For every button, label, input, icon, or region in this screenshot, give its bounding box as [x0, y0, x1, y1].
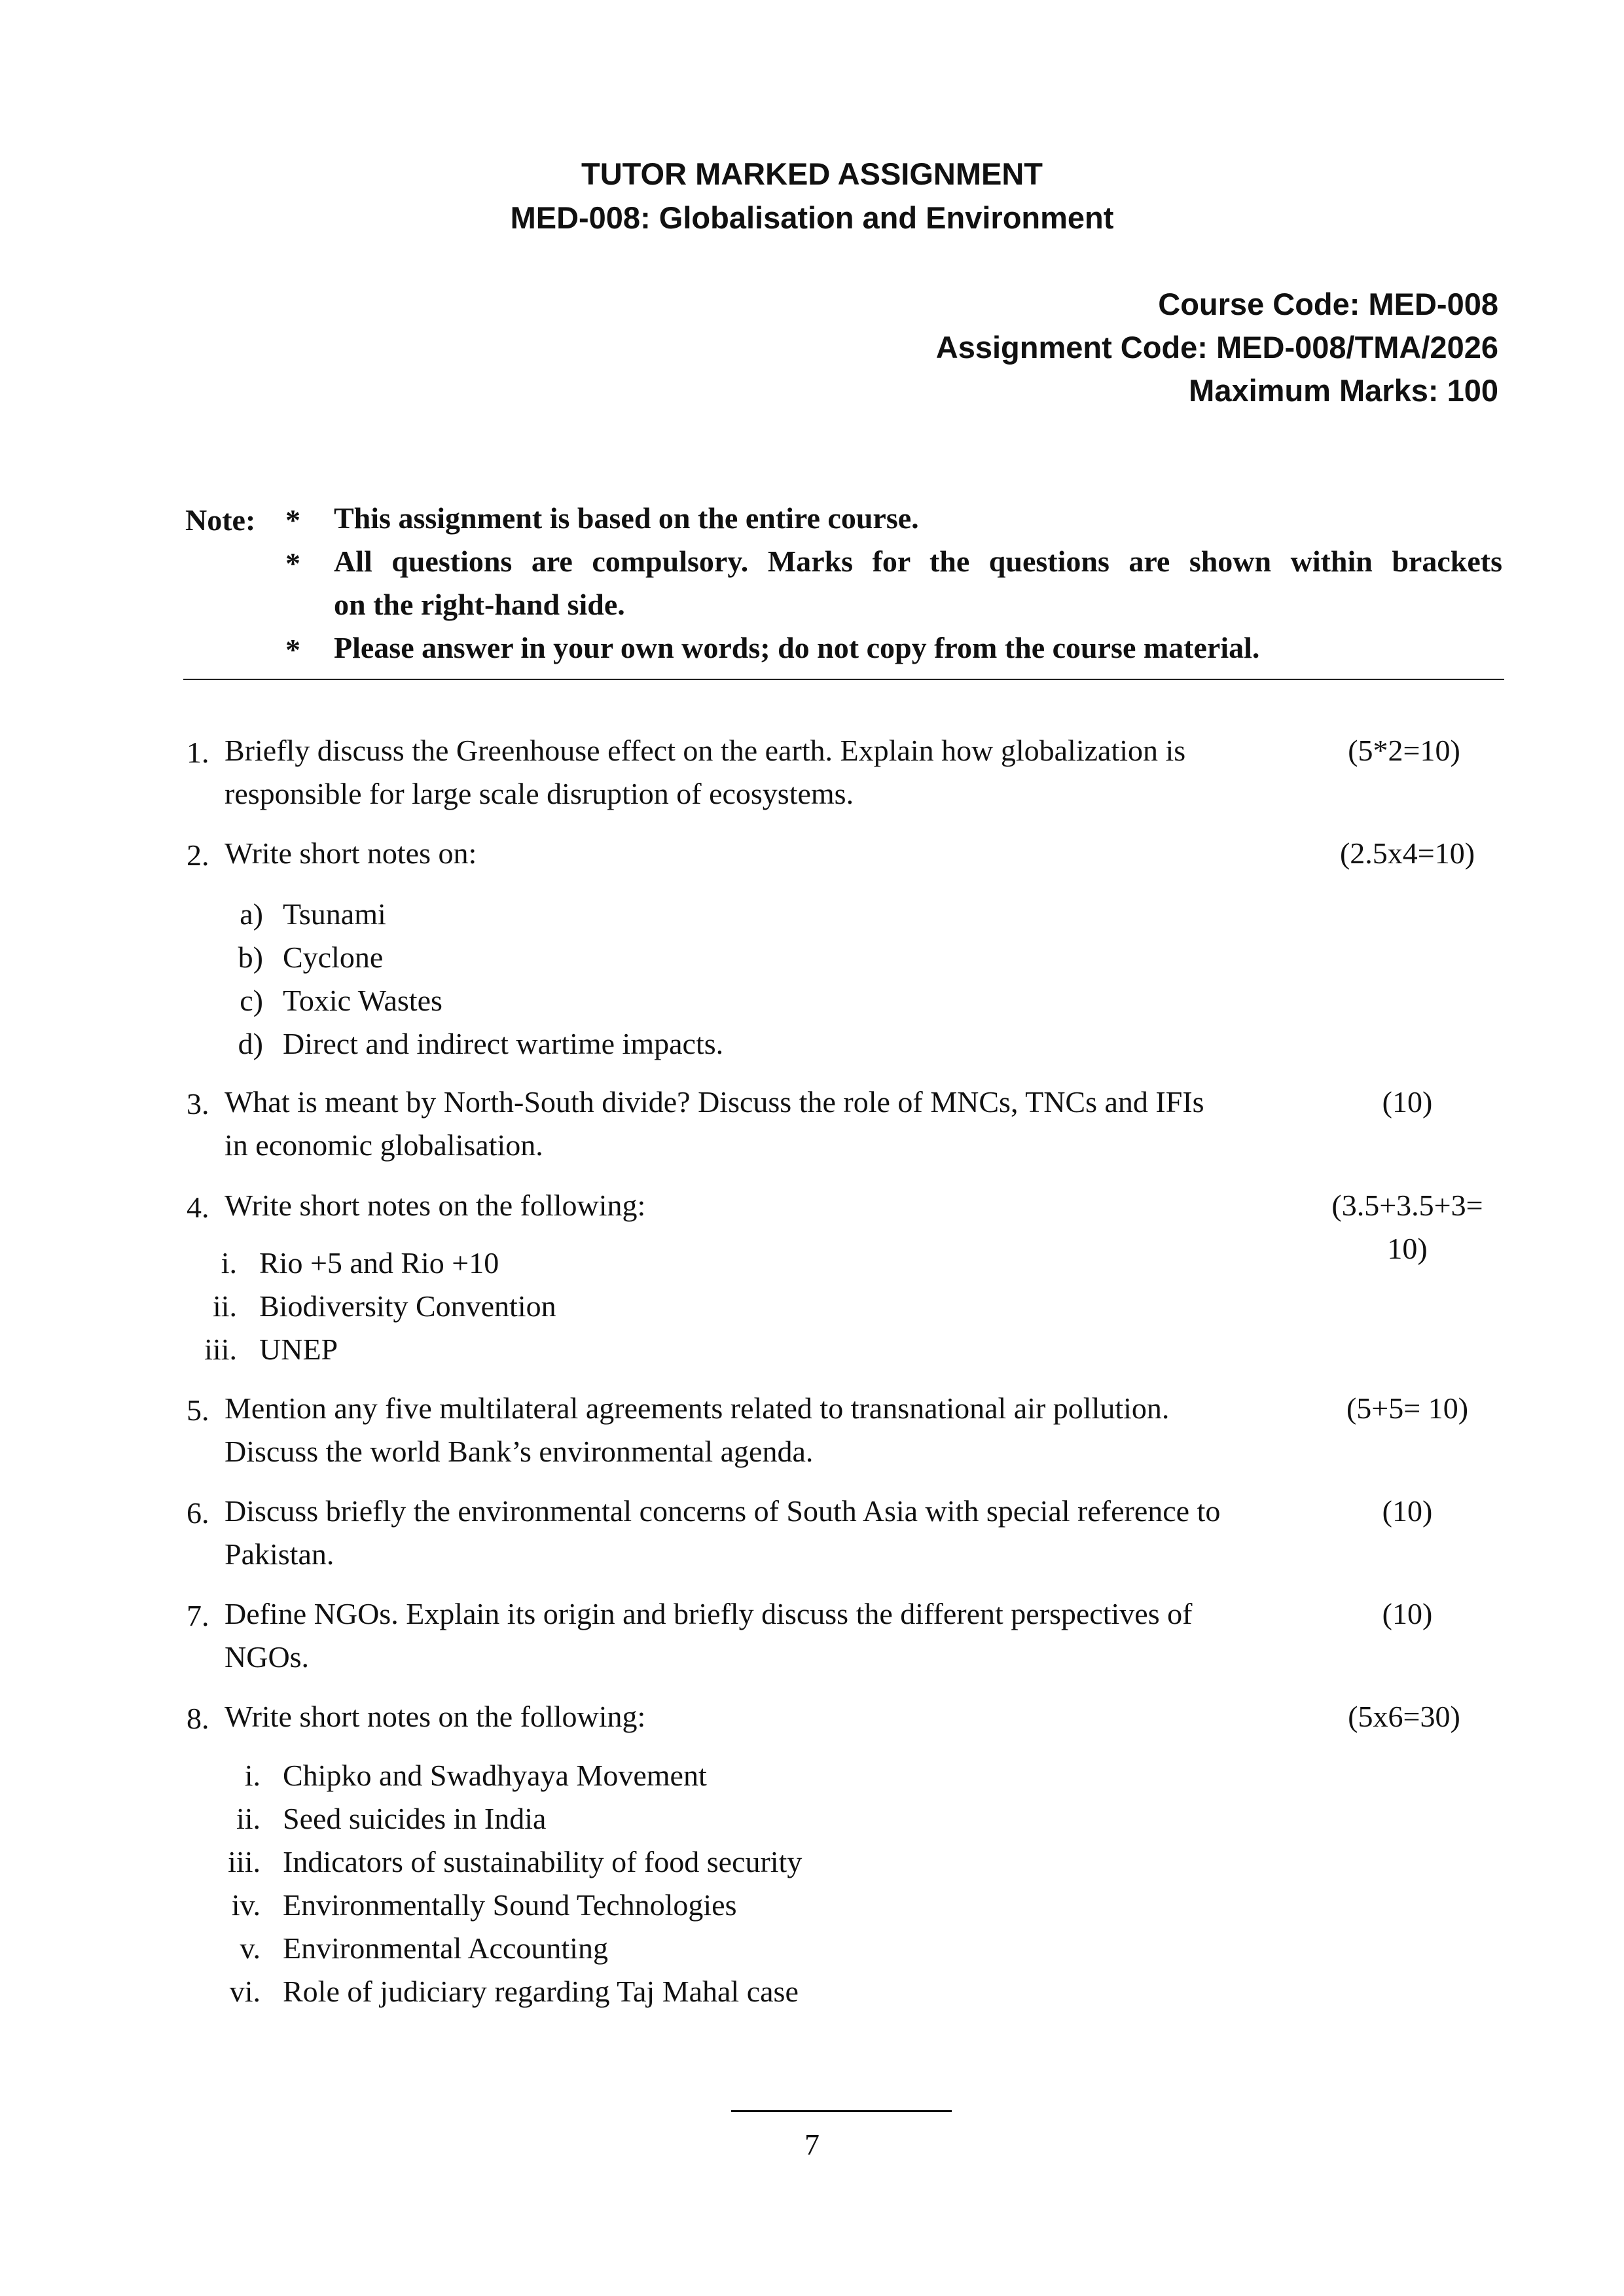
sub-item-label: iii. — [228, 1845, 261, 1878]
sub-item-text: Chipko and Swadhyaya Movement — [283, 1759, 707, 1792]
maximum-marks: Maximum Marks: 100 — [1189, 373, 1498, 408]
sub-item-label: iii. — [204, 1333, 237, 1366]
sub-item-label: vi. — [229, 1975, 261, 2008]
question-marks: (10) — [1382, 1085, 1433, 1119]
sub-item-label: b) — [238, 941, 263, 974]
page-number: 7 — [804, 2128, 820, 2161]
sub-item-label: iv. — [231, 1888, 261, 1922]
assignment-code: Assignment Code: MED-008/TMA/2026 — [935, 330, 1498, 365]
sub-item-label: c) — [240, 984, 263, 1017]
course-code: Course Code: MED-008 — [1158, 287, 1498, 321]
question-marks: (5+5= 10) — [1346, 1391, 1469, 1425]
sub-item-label: v. — [240, 1931, 261, 1965]
sub-item-text: Biodiversity Convention — [259, 1289, 556, 1323]
sub-item-label: a) — [240, 897, 263, 931]
question-marks: (5*2=10) — [1348, 734, 1460, 767]
question-marks: (2.5x4=10) — [1339, 836, 1475, 870]
sub-item-text: Seed suicides in India — [283, 1802, 547, 1835]
sub-item-text: Environmentally Sound Technologies — [283, 1888, 737, 1922]
question-number: 4. — [187, 1191, 209, 1224]
question-number: 7. — [187, 1599, 209, 1632]
note-item: All questions are compulsory. Marks for the questions are shown within brackets — [334, 545, 1502, 578]
question-marks: (5x6=30) — [1348, 1700, 1460, 1733]
sub-item-label: i. — [221, 1246, 237, 1280]
header-divider — [183, 679, 1504, 680]
question-text: Mention any five multilateral agreements related to transnational air pollution. Discuss the world Bank’s environmental agenda. — [225, 1391, 1170, 1468]
sub-item-label: ii. — [236, 1802, 261, 1835]
note-item: This assignment is based on the entire course. — [334, 501, 919, 535]
sub-item-text: Toxic Wastes — [283, 984, 442, 1017]
sub-item-text: UNEP — [259, 1333, 338, 1366]
question-text: Define NGOs. Explain its origin and briefly discuss the different perspectives of NGOs. — [225, 1597, 1193, 1674]
document-title: TUTOR MARKED ASSIGNMENT — [581, 156, 1043, 191]
question-number: 2. — [187, 838, 209, 872]
question-text: Briefly discuss the Greenhouse effect on the earth. Explain how globalization is responsible for large scale disruption of ecosystems. — [225, 734, 1186, 810]
note-item: Please answer in your own words; do not copy from the course material. — [334, 631, 1260, 664]
question-marks: (10) — [1382, 1597, 1433, 1630]
sub-item-text: Environmental Accounting — [283, 1931, 608, 1965]
sub-item-label: ii. — [212, 1289, 237, 1323]
question-text: Write short notes on the following: — [225, 1189, 646, 1222]
question-number: 5. — [187, 1393, 209, 1427]
question-marks: (10) — [1382, 1494, 1433, 1528]
sub-item-text: Rio +5 and Rio +10 — [259, 1246, 499, 1280]
sub-item-label: d) — [238, 1027, 263, 1060]
question-text: Write short notes on: — [225, 836, 477, 870]
sub-item-text: Indicators of sustainability of food security — [283, 1845, 803, 1878]
sub-item-label: i. — [244, 1759, 261, 1792]
question-number: 6. — [187, 1496, 209, 1530]
question-number: 3. — [187, 1087, 209, 1121]
note-bullet: * — [285, 547, 300, 580]
question-text: Write short notes on the following: — [225, 1700, 646, 1733]
question-number: 1. — [187, 736, 209, 769]
note-bullet: * — [285, 633, 300, 666]
note-label: Note: — [185, 503, 256, 537]
question-text: Discuss briefly the environmental concerns of South Asia with special reference to Pakistan. — [225, 1494, 1221, 1571]
note-bullet: * — [285, 503, 300, 537]
note-item: on the right-hand side. — [334, 588, 625, 621]
footer-divider — [731, 2110, 952, 2112]
question-number: 8. — [187, 1702, 209, 1735]
sub-item-text: Role of judiciary regarding Taj Mahal case — [283, 1975, 799, 2008]
question-text: What is meant by North-South divide? Discuss the role of MNCs, TNCs and IFIs in economic globalisation. — [225, 1085, 1204, 1162]
question-marks: (3.5+3.5+3= 10) — [1331, 1189, 1483, 1265]
document-subtitle: MED-008: Globalisation and Environment — [510, 200, 1114, 235]
sub-item-text: Cyclone — [283, 941, 384, 974]
sub-item-text: Direct and indirect wartime impacts. — [283, 1027, 724, 1060]
sub-item-text: Tsunami — [283, 897, 386, 931]
